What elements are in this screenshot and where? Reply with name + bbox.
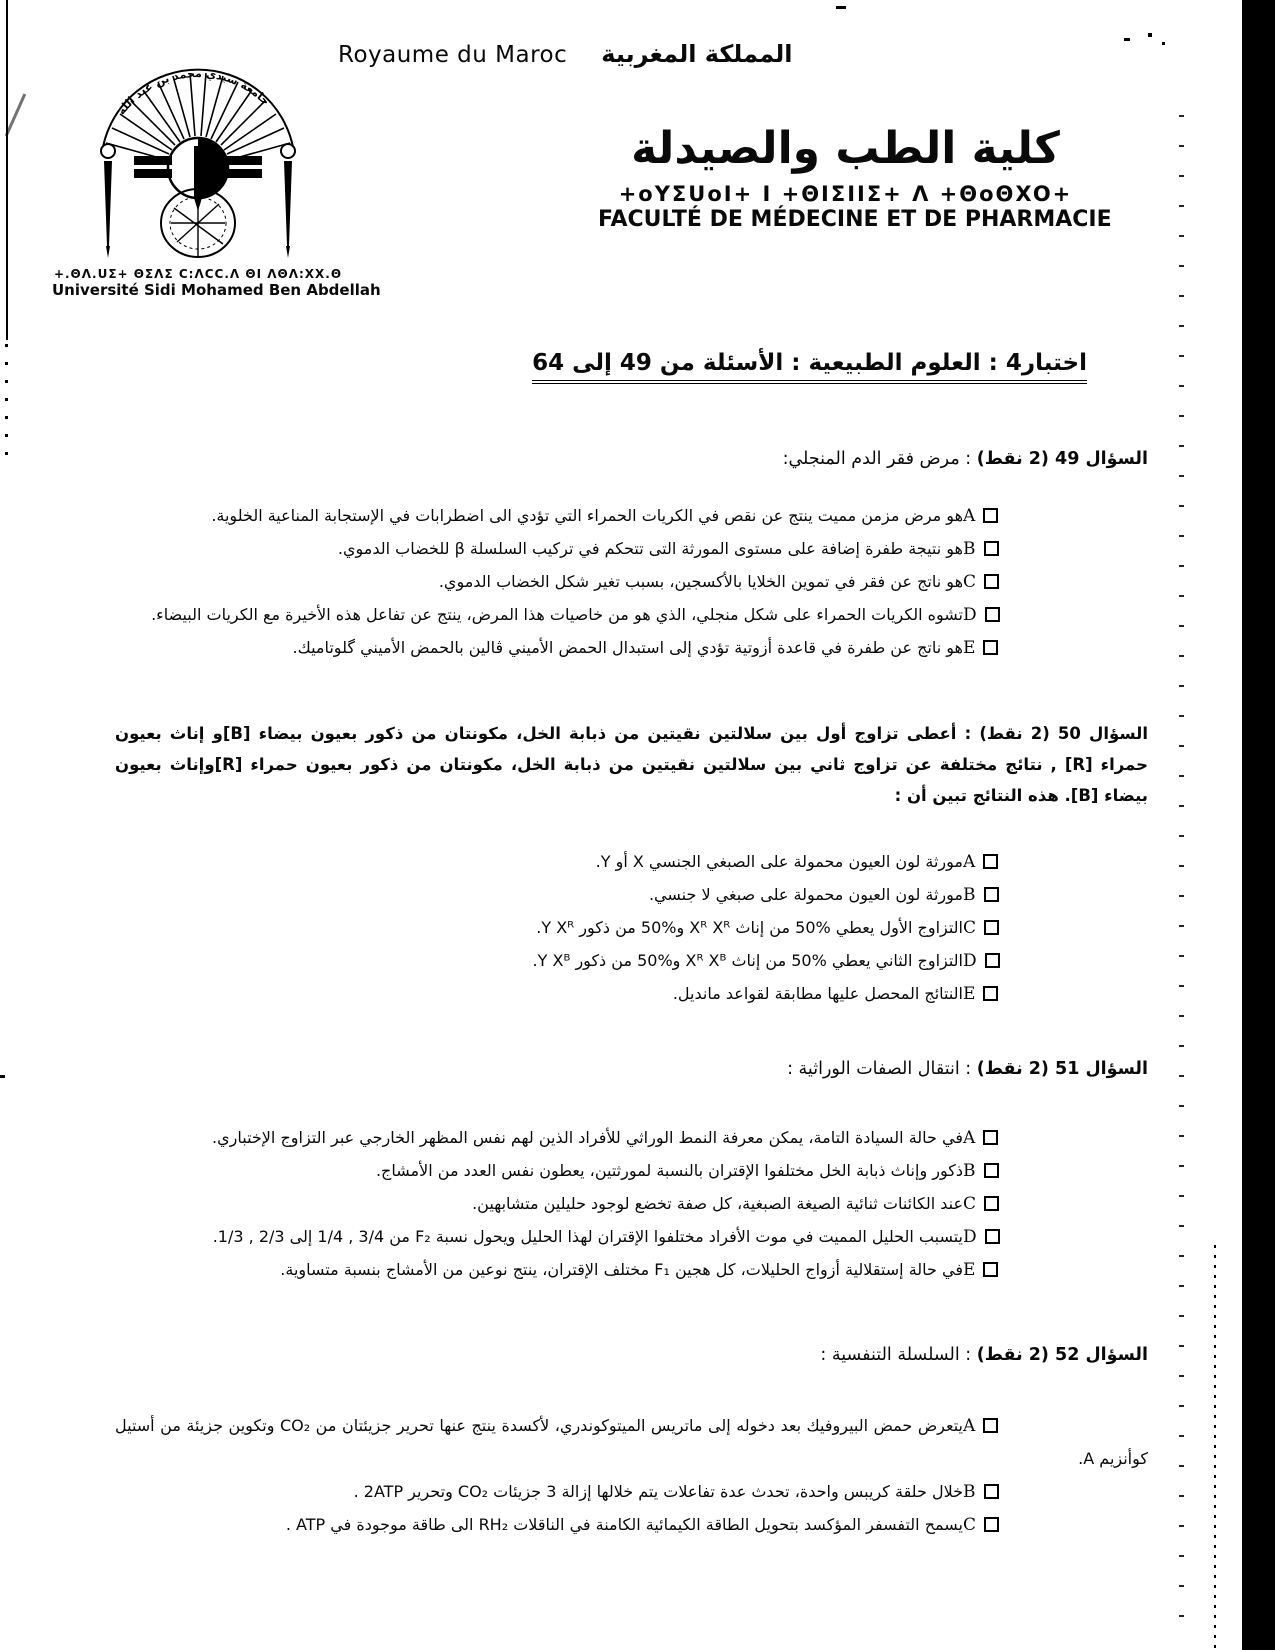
- option-marker: [963, 944, 1148, 971]
- option-marker: [963, 1187, 1148, 1214]
- answer-checkbox[interactable]: [984, 1484, 999, 1499]
- option-row: [115, 565, 1148, 598]
- option-text: هو نتيجة طفرة إضافة على مستوى المورثة التى تتحكم في تركيب السلسلة β للخضاب الدموي.: [337, 539, 963, 558]
- answer-checkbox[interactable]: [983, 1130, 998, 1145]
- question-49: [115, 446, 1148, 664]
- question-50: [115, 718, 1148, 1010]
- option-marker: [963, 878, 1148, 905]
- option-row: [115, 977, 1148, 1010]
- option-row: [115, 944, 1148, 977]
- exam-title: اختبار4 : العلوم الطبيعية : الأسئلة من 49 إلى 64: [532, 350, 1087, 384]
- answer-checkbox[interactable]: [985, 607, 1000, 622]
- option-text: في حالة السيادة التامة، يمكن معرفة النمط الوراثي للأفراد الذين لهم نفس المظهر الخارجي عبر التزاوج الإختباري.: [212, 1128, 963, 1147]
- option-row: [115, 598, 1148, 631]
- option-text: يتسبب الحليل المميت في موت الأفراد مختلفوا الإقتران لهذا الحليل ويحول نسبة F₂ من 3/4 , 1/4 إلى 2/3 , 1/3.: [212, 1227, 963, 1246]
- option-row: [115, 845, 1148, 878]
- option-text: التزاوج الثاني يعطي %50 من إناث Xᴿ Xᴮ و%50 من ذكور Y Xᴮ.: [532, 951, 963, 970]
- logo-arc-text: جامعة سيدي محمد بن عبد الله: [114, 67, 273, 118]
- option-marker: [963, 845, 1148, 872]
- option-marker: [963, 1409, 1148, 1436]
- option-row: [115, 911, 1148, 944]
- faculty-name-fr: FACULTÉ DE MÉDECINE ET DE PHARMACIE: [598, 206, 1112, 232]
- option-letter: C: [963, 918, 977, 938]
- question-51: [115, 1056, 1148, 1286]
- option-marker: [963, 565, 1148, 592]
- options-list: [115, 845, 1148, 1010]
- question-number-label: السؤال 50 (2 نقط): [979, 724, 1148, 743]
- option-row: [115, 532, 1148, 565]
- option-row: [115, 1508, 1148, 1541]
- option-marker: [963, 532, 1148, 559]
- answer-checkbox[interactable]: [983, 1418, 998, 1433]
- option-text: مورثة لون العيون محمولة على صبغي لا جنسي.: [648, 885, 963, 904]
- option-letter: C: [963, 572, 977, 592]
- scan-speck: [1124, 38, 1130, 41]
- university-name: Université Sidi Mohamed Ben Abdellah: [52, 281, 381, 299]
- option-row: [115, 1475, 1148, 1508]
- answer-checkbox[interactable]: [984, 887, 999, 902]
- option-letter: B: [963, 1161, 976, 1181]
- option-marker: [963, 1121, 1148, 1148]
- questions-area: [115, 438, 1148, 1541]
- answer-checkbox[interactable]: [985, 1229, 1000, 1244]
- option-marker: [963, 1220, 1148, 1247]
- kingdom-name-ar: المملكة المغربية: [601, 40, 793, 68]
- scan-edge-line: [6, 0, 8, 340]
- option-row: [115, 1253, 1148, 1286]
- answer-checkbox[interactable]: [983, 640, 998, 655]
- question-heading: [115, 446, 1148, 473]
- question-text: : مرض فقر الدم المنجلي:: [782, 449, 977, 469]
- scan-speck: [0, 1075, 5, 1078]
- option-letter: D: [963, 605, 977, 625]
- option-marker: [963, 631, 1148, 658]
- question-number-label: السؤال 49 (2 نقط): [976, 449, 1148, 469]
- option-marker: [963, 499, 1148, 526]
- scan-speck: [1162, 42, 1165, 45]
- answer-checkbox[interactable]: [984, 574, 999, 589]
- option-letter: A: [963, 506, 976, 526]
- option-text: عند الكائنات ثنائية الصيغة الصبغية، كل صفة تخضع لوجود حليلين متشابهين.: [472, 1194, 963, 1213]
- question-heading: [115, 1056, 1148, 1083]
- option-row: [115, 1409, 1148, 1475]
- option-letter: D: [963, 951, 977, 971]
- kingdom-name-fr: Royaume du Maroc: [338, 42, 568, 68]
- option-letter: A: [963, 1128, 976, 1148]
- question-52: [115, 1342, 1148, 1541]
- option-row: [115, 1220, 1148, 1253]
- option-marker: [963, 1508, 1148, 1535]
- scan-noise-dots: [1214, 1245, 1216, 1650]
- answer-checkbox[interactable]: [984, 1196, 999, 1211]
- answer-checkbox[interactable]: [984, 541, 999, 556]
- option-row: [115, 1121, 1148, 1154]
- scan-speck: [1148, 33, 1152, 37]
- option-text: التزاوج الأول يعطي %50 من إناث Xᴿ Xᴿ و%50 من ذكور Y Xᴿ.: [536, 918, 963, 937]
- answer-checkbox[interactable]: [984, 920, 999, 935]
- option-letter: A: [963, 1416, 976, 1436]
- answer-checkbox[interactable]: [983, 1262, 998, 1277]
- option-text: هو مرض مزمن مميت ينتج عن نقص في الكريات الحمراء التي تؤدي الى اضطرابات في الإستجابة المناعية الخلوية.: [211, 506, 963, 525]
- option-letter: E: [963, 1260, 976, 1280]
- scan-speck: [836, 6, 846, 9]
- question-text: : أعطى تزاوج أول بين سلالتين نقيتين من ذبابة الخل، مكونتان من ذكور بعيون بيضاء [B]و إناث بعيون حمراء [R] , نتائج مختلفة عن تزاوج ثاني بين سلالتين نقيتين من ذبابة الخل، مكونتان من ذكور بعيون حمراء [R]وإناث بعيون بيضاء [B]. هذه النتائج تبين أن :: [115, 724, 1148, 805]
- scan-noise-column: [1179, 115, 1184, 1645]
- option-letter: E: [963, 638, 976, 658]
- question-heading: [115, 1342, 1148, 1369]
- university-logo-block: [52, 18, 381, 299]
- option-text: هو ناتج عن طفرة في قاعدة أزوتية تؤدي إلى استبدال الحمض الأميني ڤالين بالحمض الأميني گلوتاميك.: [292, 638, 963, 657]
- option-text: في حالة إستقلالية أزواج الحليلات، كل هجين F₁ مختلف الإقتران، ينتج نوعين من الأمشاج بنسبة متساوية.: [280, 1260, 963, 1279]
- answer-checkbox[interactable]: [983, 854, 998, 869]
- option-text: تشوه الكريات الحمراء على شكل منجلي، الذي هو من خاصيات هذا المرض، ينتج عن تفاعل هذه الأخيرة مع الكريات البيضاء.: [151, 605, 963, 624]
- option-text: مورثة لون العيون محمولة على الصبغي الجنسي X أو Y.: [595, 852, 963, 871]
- option-letter: B: [963, 1482, 976, 1502]
- question-heading: [115, 718, 1148, 811]
- option-text: النتائج المحصل عليها مطابقة لقواعد مانديل.: [672, 984, 963, 1003]
- option-text: هو ناتج عن فقر في تموين الخلايا بالأكسجين، بسبب تغير شكل الخضاب الدموي.: [438, 572, 963, 591]
- logo-tifinagh-text: +.ΘΛ.UΣ+ ΘΣΛΣ C:ΛCC.Λ ΘI ΛΘΛ:XX.Θ: [53, 267, 343, 281]
- answer-checkbox[interactable]: [984, 1517, 999, 1532]
- option-row: [115, 631, 1148, 664]
- answer-checkbox[interactable]: [983, 986, 998, 1001]
- option-marker: [963, 1475, 1148, 1502]
- options-list: [115, 1409, 1148, 1541]
- faculty-name-ar: كلية الطب والصيدلة: [631, 123, 1060, 174]
- kingdom-header: [338, 40, 793, 68]
- option-marker: [963, 1154, 1148, 1181]
- option-marker: [963, 977, 1148, 1004]
- faculty-header: [598, 118, 1112, 232]
- option-letter: B: [963, 539, 976, 559]
- option-letter: C: [963, 1515, 977, 1535]
- option-marker: [963, 911, 1148, 938]
- option-letter: A: [963, 852, 976, 872]
- option-text: خلال حلقة كريبس واحدة، تحدث عدة تفاعلات يتم خلالها إزالة 3 جزيئات CO₂ وتحرير 2ATP .: [353, 1482, 963, 1501]
- option-letter: B: [963, 885, 976, 905]
- option-letter: D: [963, 1227, 977, 1247]
- option-letter: E: [963, 984, 976, 1004]
- option-text: ذكور وإناث ذبابة الخل مختلفوا الإقتران بالنسبة لمورثتين، يعطون نفس العدد من الأمشاج.: [375, 1161, 963, 1180]
- option-row: [115, 878, 1148, 911]
- option-text: يتعرض حمض البيروفيك بعد دخوله إلى ماتريس الميتوكوندري، لأكسدة ينتج عنها تحرير جزيئتان من CO₂ وتكوين جزيئة من أستيل كوأنزيم A.: [115, 1416, 1148, 1468]
- exam-title-block: [532, 350, 1087, 384]
- question-text: : انتقال الصفات الوراثية :: [787, 1059, 977, 1079]
- question-number-label: السؤال 52 (2 نقط): [976, 1345, 1148, 1365]
- option-marker: [963, 1253, 1148, 1280]
- options-list: [115, 1121, 1148, 1286]
- option-text: يسمح التفسفر المؤكسد بتحويل الطاقة الكيمائية الكامنة في الناقلات RH₂ الى طاقة موجودة في ATP .: [285, 1515, 963, 1534]
- scan-edge-dashes: [5, 344, 8, 464]
- options-list: [115, 499, 1148, 664]
- faculty-tifinagh-text: +oYΣUoI+ I +ΘIΣIIΣ+ Λ +ΘoΘXO+: [618, 181, 1073, 206]
- option-row: [115, 499, 1148, 532]
- option-row: [115, 1187, 1148, 1220]
- answer-checkbox[interactable]: [983, 508, 998, 523]
- scan-edge-band: [1242, 0, 1275, 1650]
- question-text: : السلسلة التنفسية :: [820, 1345, 977, 1365]
- answer-checkbox[interactable]: [984, 1163, 999, 1178]
- option-row: [115, 1154, 1148, 1187]
- option-letter: C: [963, 1194, 977, 1214]
- university-logo: [68, 18, 328, 263]
- option-marker: [963, 598, 1148, 625]
- answer-checkbox[interactable]: [985, 953, 1000, 968]
- question-number-label: السؤال 51 (2 نقط): [976, 1059, 1148, 1079]
